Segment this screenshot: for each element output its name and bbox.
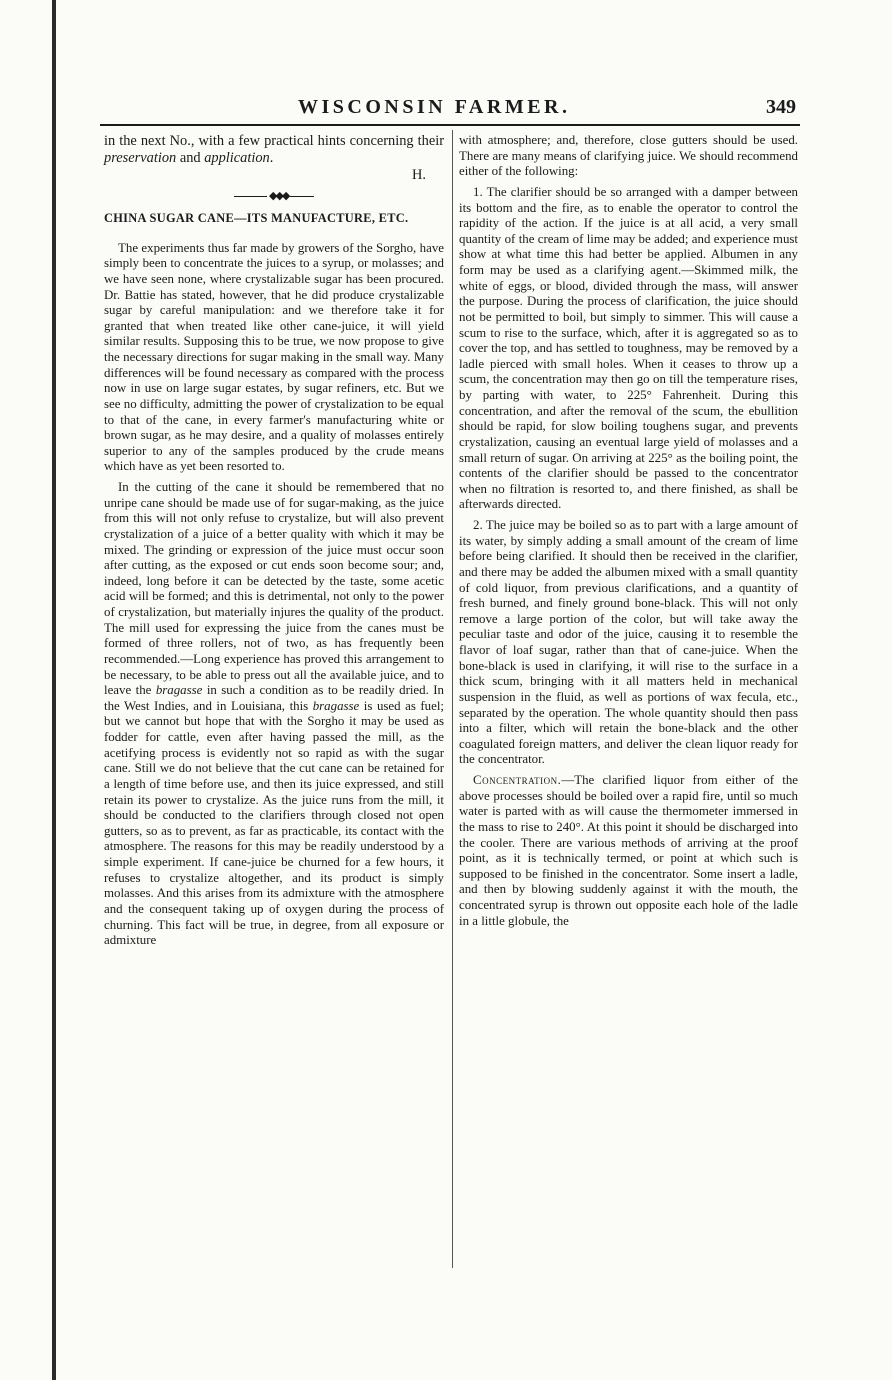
clarifying-method-two: 2. The juice may be boiled so as to part with a large amount of its water, by simply adding a small amount of the cream of lime before being clarified. It should then be received in the clarifier, and there may be added the albumen mixed with a small quantity of cold liquor, from previous clarifications, and a quantity of fresh burned, and finely ground bone-black. This will not only remove a large portion of the color, but will take away the peculiar taste and odor of the juice, causing it to resemble the flavor of loaf sugar, rather than that of cane-juice. When the bone-black is used in clarifying, it will rise to the surface in a thick scum, bringing with it all matters held in mechanical suspension in the fluid, as well as portions of wax fecula, etc., separated by the operation. The whole quantity should then pass into a filter, which will retain the bone-black and the other coagulated foreign matters, and deliver the clean liquor ready for the concentrator.: [459, 518, 798, 767]
article-paragraph: The experiments thus far made by growers of the Sorgho, have simply been to concentrate the juices to a syrup, or molasses; and we have seen none, where crystalizable sugar has been procured. Dr. Battie has stated, however, that he did produce crystalizable sugar by careful manipulation: and we therefore take it for granted that when treated like other cane-juice, it will yield similar results. Supposing this to be true, we now propose to give the necessary directions for sugar making in the small way. Many differences will be found necessary as compared with the process now in use on large sugar estates, by sugar refiners, etc. But we see no difficulty, admitting the power of crystalization to be equal to that of the cane, in every farmer's manufacturing white or brown sugar, as he may desire, and a quality of molasses entirely superior to any of the samples produced by the crude means which have as yet been resorted to.: [104, 240, 444, 474]
emphasis-bragasse: bragasse: [312, 698, 360, 713]
right-column: [459, 133, 798, 929]
running-header: [100, 96, 800, 126]
author-signature: H.: [412, 167, 426, 183]
page-binding-edge: [52, 0, 56, 1380]
journal-title: WISCONSIN FARMER.: [298, 96, 571, 118]
diamond-ornament-icon: ◆◆◆: [269, 190, 289, 202]
continuation-text: in the next No., with a few practical hints concerning their: [104, 133, 444, 149]
emphasis-bragasse: bragasse: [155, 683, 203, 698]
left-column: [104, 133, 444, 949]
article-title: CHINA SUGAR CANE—ITS MANUFACTURE, ETC.: [104, 211, 409, 225]
paragraph-text: is used as fuel; but we cannot but hope that with the Sorgho it may be used as fodder for cattle, even after having passed the mill, as the acetifying process is evidently not so rapid as with the sugar cane. Still we do not believe that the cut cane can be retained for a length of time before use, and then its juice expressed, and still retain its power to crystalize. As the juice runs from the mill, it should be conducted to the clarifiers through closed not open gutters, so as to prevent, as far as practicable, its contact with the atmosphere. The reasons for this may be readily understood by a simple experiment. If cane-juice be churned for a few hours, it refuses to crystalize altogether, and its product is simply molasses. And this arises from its admixture with the atmosphere and the consequent taking up of oxygen during the process of churning. This fact will be true, in degree, from all exposure or admixture: [104, 698, 444, 948]
continuation-text-end: .: [269, 150, 274, 166]
previous-article-ending: [104, 133, 444, 167]
continuation-text-middle: and: [176, 150, 205, 166]
concentration-heading: Concentration.: [473, 773, 562, 787]
paragraph-text: in such a condition as to be readily dried. In the West Indies, and in Louisiana, this: [104, 683, 445, 713]
article-paragraph: [104, 480, 444, 949]
section-ornament: [234, 192, 314, 201]
paragraph-text: —The clarified liquor from either of the above processes should be boiled over a rapid fire, until so much water is parted with as will cause the thermometer immersed in the mass to rise to 240°. At this point it should be discharged into the cooler. There are various methods of arriving at the proof point, as it is technically termed, or point at which such is supposed to be finished in the concentrator. Some insert a ladle, and then by blowing suddenly against it with the mouth, the concentrated syrup is thrown out opposite each hole of the ladle in a little globule, the: [459, 773, 798, 928]
emphasis-application: application: [204, 150, 270, 166]
concentration-paragraph: [459, 773, 798, 929]
column-divider: [452, 130, 453, 1268]
clarifying-method-one: 1. The clarifier should be so arranged with a damper between its bottom and the fire, as to enable the operator to control the rapidity of the action. If the juice is at all acid, a very small quantity of the cream of lime may be added; and experience must show at what time this had better be applied. Albumen in any form may be used as a clarifying agent.—Skimmed milk, the white of eggs, or blood, divided through the mass, will answer the purpose. During the process of clarification, the juice should not be permitted to boil, but simply to simmer. This will cause a scum to rise to the surface, which, after it is aggregated so as to cover the top, and has settled to toughness, may be removed by a ladle pierced with small holes. When it ceases to throw up a scum, the concentration may then go on till the temperature rises, by parting with water, to 225° Fahrenheit. During this concentration, and after the removal of the scum, the ebullition should be rapid, for slow boiling toughens sugar, and prevents crystalization, causing an eventual large yield of molasses and a small return of sugar. On arriving at 225° as the boiling point, the contents of the clarifier should be passed to the concentrator when no filtration is resorted to, and there finished, as shall be afterwards directed.: [459, 184, 798, 512]
page-number: 349: [766, 96, 796, 118]
paragraph-text: In the cutting of the cane it should be remembered that no unripe cane should be made use of for sugar-making, as the juice from this will not only refuse to crystalize, but will also prevent crystalization of a juice of a better quality with which it may be mixed. The grinding or expression of the juice must occur soon after cutting, as the exposed or cut ends soon become sour; and, indeed, long before it can be detected by the taste, some acetic acid will be formed; and this is detrimental, not only to the power of crystalization, but materially injures the quality of the product. The mill used for expressing the juice from the canes must be formed of three rollers, not of two, as has frequently been recommended.—Long experience has proved this arrangement to be necessary, to be able to press out all the available juice, and to leave the: [104, 480, 444, 698]
article-paragraph: with atmosphere; and, therefore, close gutters should be used. There are many means of clarifying juice. We should recommend either of the following:: [459, 133, 798, 179]
emphasis-preservation: preservation: [104, 150, 177, 166]
